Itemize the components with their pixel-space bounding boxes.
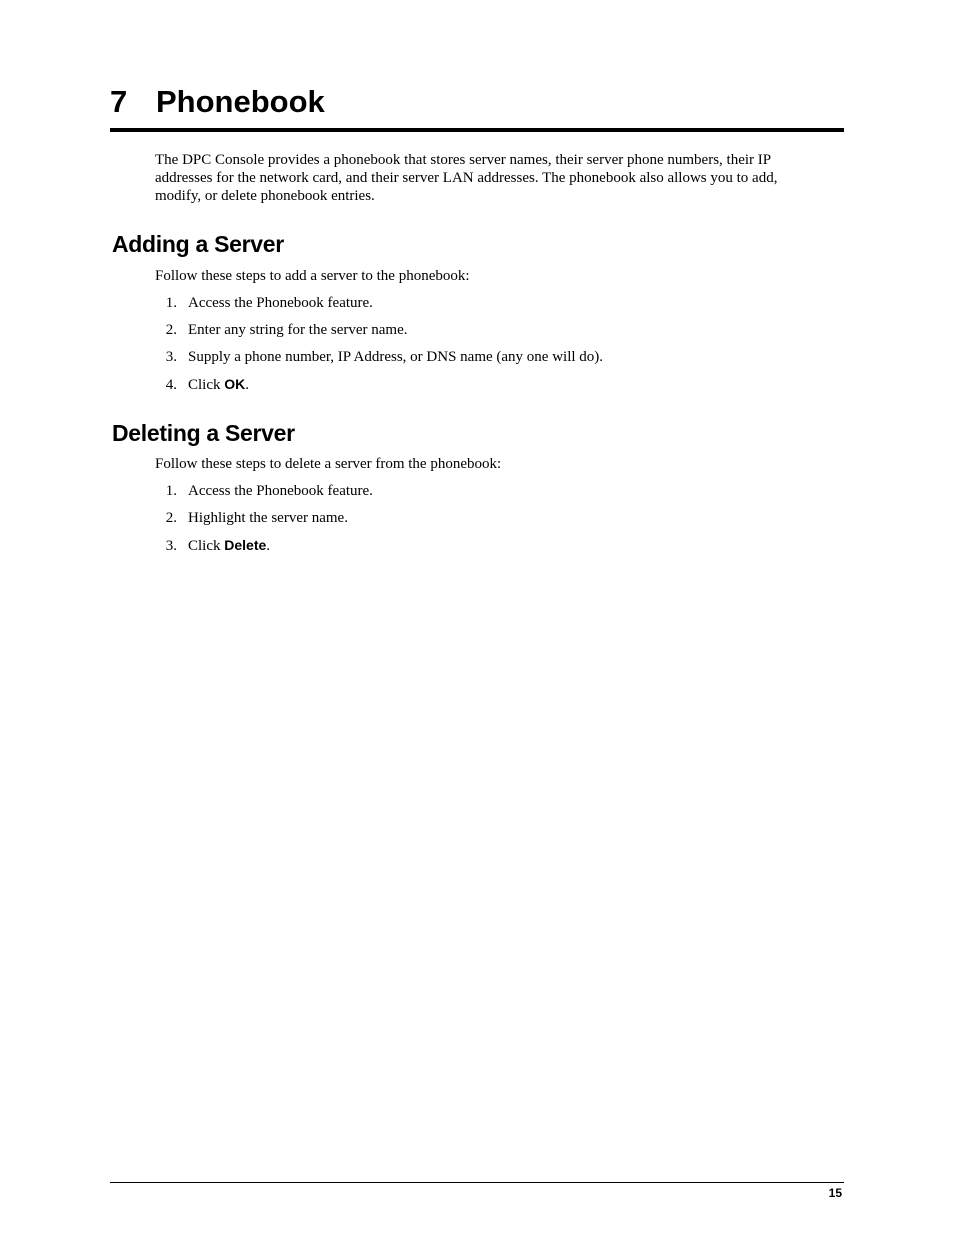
page-number: 15 bbox=[828, 1186, 842, 1200]
list-item bbox=[155, 482, 373, 509]
section-lead-adding-server: Follow these steps to add a server to the phonebook: bbox=[155, 268, 470, 284]
step-number: 4. bbox=[165, 377, 177, 393]
list-item bbox=[155, 509, 373, 536]
steps-list-deleting-server bbox=[155, 482, 373, 563]
step-text: Highlight the server name. bbox=[188, 510, 348, 526]
chapter-number: 7 bbox=[110, 84, 128, 119]
list-item bbox=[155, 375, 603, 402]
section-heading-adding-server: Adding a Server bbox=[112, 231, 284, 257]
step-number: 3. bbox=[165, 538, 177, 554]
list-item bbox=[155, 348, 603, 375]
step-text: Click bbox=[188, 377, 225, 393]
list-item bbox=[155, 321, 603, 348]
ok-term: OK bbox=[224, 376, 246, 392]
chapter-title-text: Phonebook bbox=[156, 84, 325, 119]
step-text: Enter any string for the server name. bbox=[188, 322, 408, 338]
section-lead-deleting-server: Follow these steps to delete a server from the phonebook: bbox=[155, 456, 502, 472]
list-item bbox=[155, 294, 603, 321]
step-number: 1. bbox=[165, 483, 177, 499]
step-text-end: . bbox=[266, 538, 271, 554]
footer-rule bbox=[110, 1182, 844, 1183]
step-text: Supply a phone number, IP Address, or DNS name (any one will do). bbox=[188, 349, 604, 365]
step-text-end: . bbox=[245, 377, 249, 393]
delete-term: Delete bbox=[224, 537, 267, 553]
step-number: 2. bbox=[165, 322, 177, 338]
step-number: 2. bbox=[165, 510, 177, 526]
chapter-title bbox=[110, 80, 325, 124]
list-item bbox=[155, 536, 373, 563]
chapter-title-rule bbox=[110, 128, 844, 132]
intro-paragraph: The DPC Console provides a phonebook that stores server names, their server phone numbers, their IP addresses for the network card, and their server LAN addresses. The phonebook also allows you to add, modify, or delete phonebook entries. bbox=[155, 152, 778, 204]
steps-list-adding-server bbox=[155, 294, 603, 402]
section-heading-deleting-server: Deleting a Server bbox=[112, 420, 295, 446]
step-text: Access the Phonebook feature. bbox=[188, 295, 373, 311]
step-number: 1. bbox=[165, 295, 177, 311]
step-text: Access the Phonebook feature. bbox=[188, 483, 373, 499]
step-number: 3. bbox=[165, 349, 177, 365]
step-text: Click bbox=[188, 538, 225, 554]
